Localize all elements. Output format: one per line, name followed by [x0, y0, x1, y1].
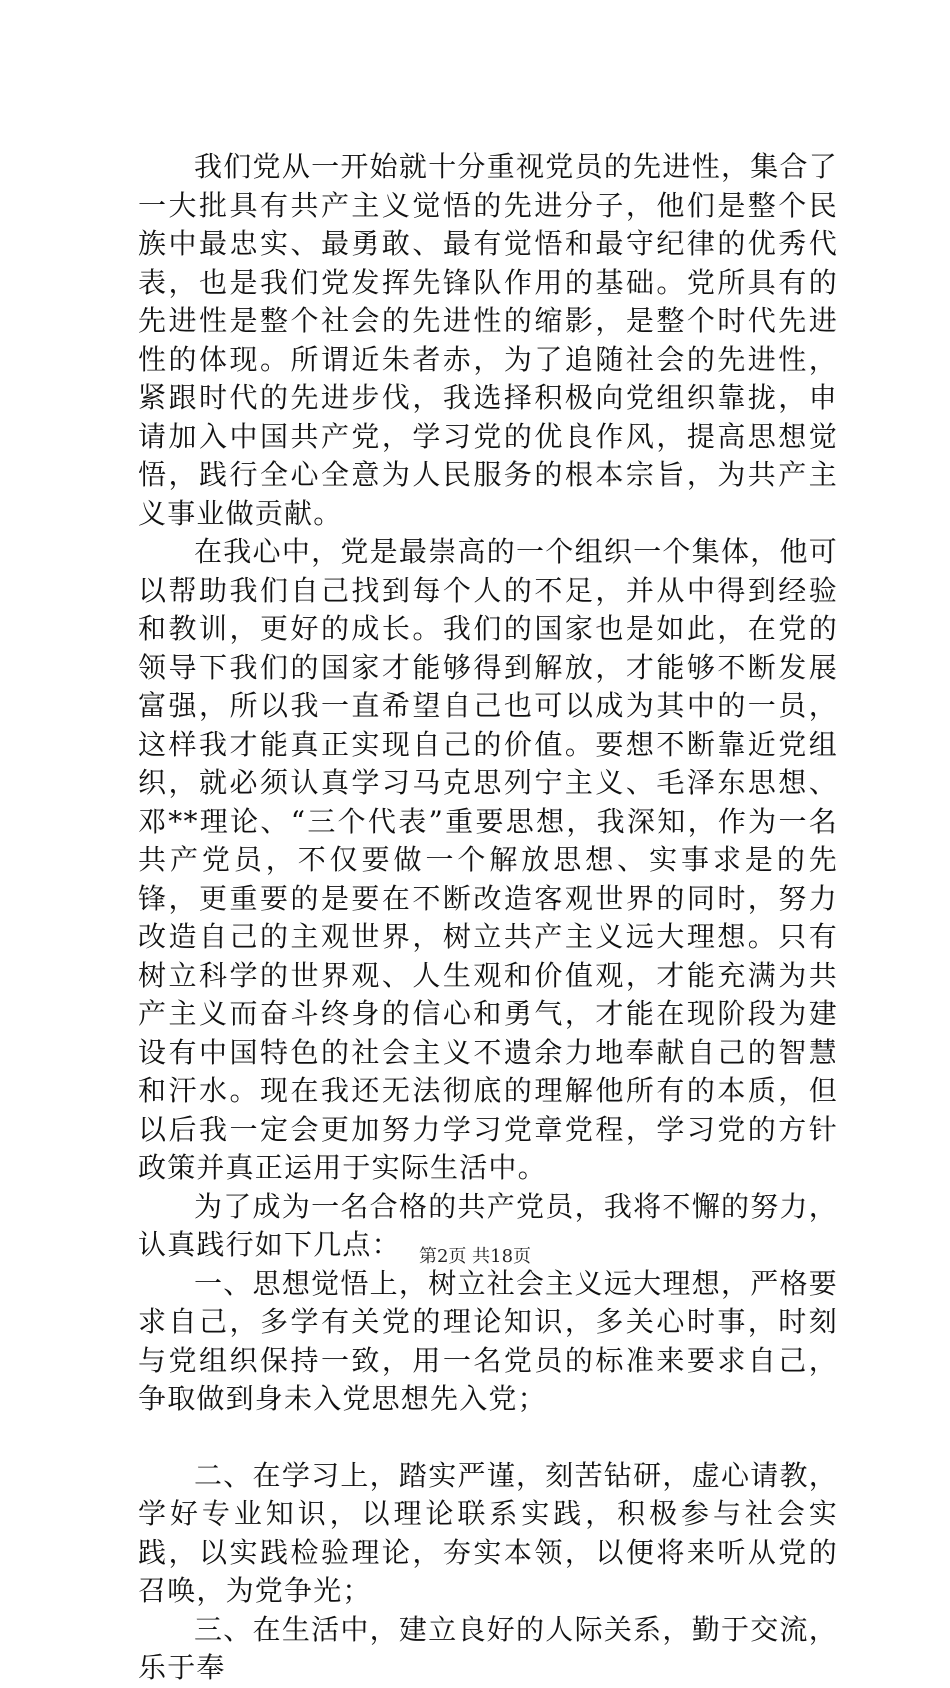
paragraph-point-life: 三、在生活中，建立良好的人际关系，勤于交流，乐于奉 — [138, 1612, 838, 1684]
paragraph-party-advancement: 我们党从一开始就十分重视党员的先进性，集合了一大批具有共产主义觉悟的先进分子，他们是整个民族中最忠实、最勇敢、最有觉悟和最守纪律的优秀代表，也是我们党发挥先锋队作用的基础。党所具有的先进性是整个社会的先进性的缩影，是整个时代先进性的体现。所谓近朱者赤，为了追随社会的先进性，紧跟时代的先进步伐，我选择积极向党组织靠拢，申请加入中国共产党，学习党的优良作风，提高思想觉悟，践行全心全意为人民服务的根本宗旨，为共产主义事业做贡献。 — [138, 150, 838, 530]
paragraph-commitment-intro: 为了成为一名合格的共产党员，我将不懈的努力，认真践行如下几点： — [138, 1189, 838, 1261]
page-footer — [0, 1242, 950, 1268]
paragraph-point-study: 二、在学习上，踏实严谨，刻苦钻研，虚心请教，学好专业知识，以理论联系实践，积极参与社会实践，以实践检验理论，夯实本领，以便将来听从党的召唤，为党争光； — [138, 1458, 838, 1607]
document-body — [138, 148, 838, 1688]
paragraph-point-ideology: 一、思想觉悟上，树立社会主义远大理想，严格要求自己，多学有关党的理论知识，多关心时事，时刻与党组织保持一致，用一名党员的标准来要求自己，争取做到身未入党思想先入党； — [138, 1266, 838, 1415]
paragraph-party-in-my-heart: 在我心中，党是最崇高的一个组织一个集体，他可以帮助我们自己找到每个人的不足，并从中得到经验和教训，更好的成长。我们的国家也是如此，在党的领导下我们的国家才能够得到解放，才能够不断发展富强，所以我一直希望自己也可以成为其中的一员，这样我才能真正实现自己的价值。要想不断靠近党组织，就必须认真学习马克思列宁主义、毛泽东思想、邓**理论、“三个代表”重要思想，我深知，作为一名共产党员，不仅要做一个解放思想、实事求是的先锋，更重要的是要在不断改造客观世界的同时，努力改造自己的主观世界，树立共产主义远大理想。只有树立科学的世界观、人生观和价值观，才能充满为共产主义而奋斗终身的信心和勇气，才能在现阶段为建设有中国特色的社会主义不遗余力地奉献自己的智慧和汗水。现在我还无法彻底的理解他所有的本质，但以后我一定会更加努力学习党章党程，学习党的方针政策并真正运用于实际生活中。 — [138, 535, 838, 1184]
page-indicator: 第2页 共18页 — [418, 1246, 532, 1267]
